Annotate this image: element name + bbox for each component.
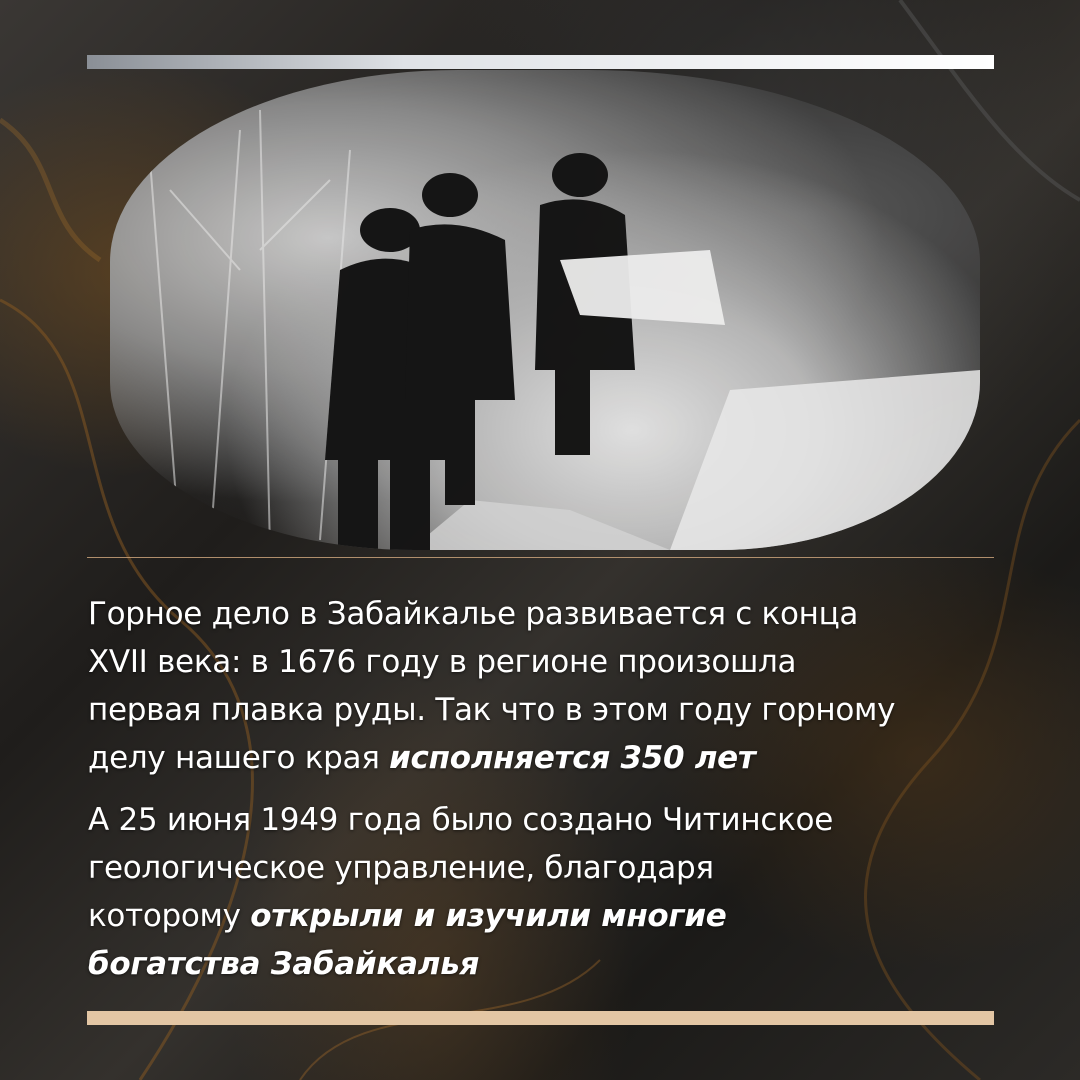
discovery-highlight: открыли и изучили многие xyxy=(250,898,727,934)
office-line-3: которому xyxy=(88,898,251,934)
section-divider xyxy=(87,557,994,558)
anniversary-highlight: исполняется 350 лет xyxy=(389,740,756,776)
paragraph-history xyxy=(88,590,988,782)
bottom-accent-bar xyxy=(87,1011,994,1025)
history-line-4: делу нашего края xyxy=(88,740,390,776)
top-accent-bar xyxy=(87,55,994,69)
story-text xyxy=(88,590,988,988)
history-line-3: первая плавка руды. Так что в этом году горному xyxy=(88,692,896,728)
office-line-2: геологическое управление, благодаря xyxy=(88,850,714,886)
geologists-illustration xyxy=(110,70,980,550)
archival-photo xyxy=(110,70,980,550)
office-line-1: А 25 июня 1949 года было создано Читинское xyxy=(88,802,833,838)
paragraph-geology-office xyxy=(88,796,988,988)
history-line-1: Горное дело в Забайкалье развивается с конца xyxy=(88,596,859,632)
riches-highlight: богатства Забайкалья xyxy=(88,946,480,982)
history-line-2: XVII века: в 1676 году в регионе произошла xyxy=(88,644,797,680)
